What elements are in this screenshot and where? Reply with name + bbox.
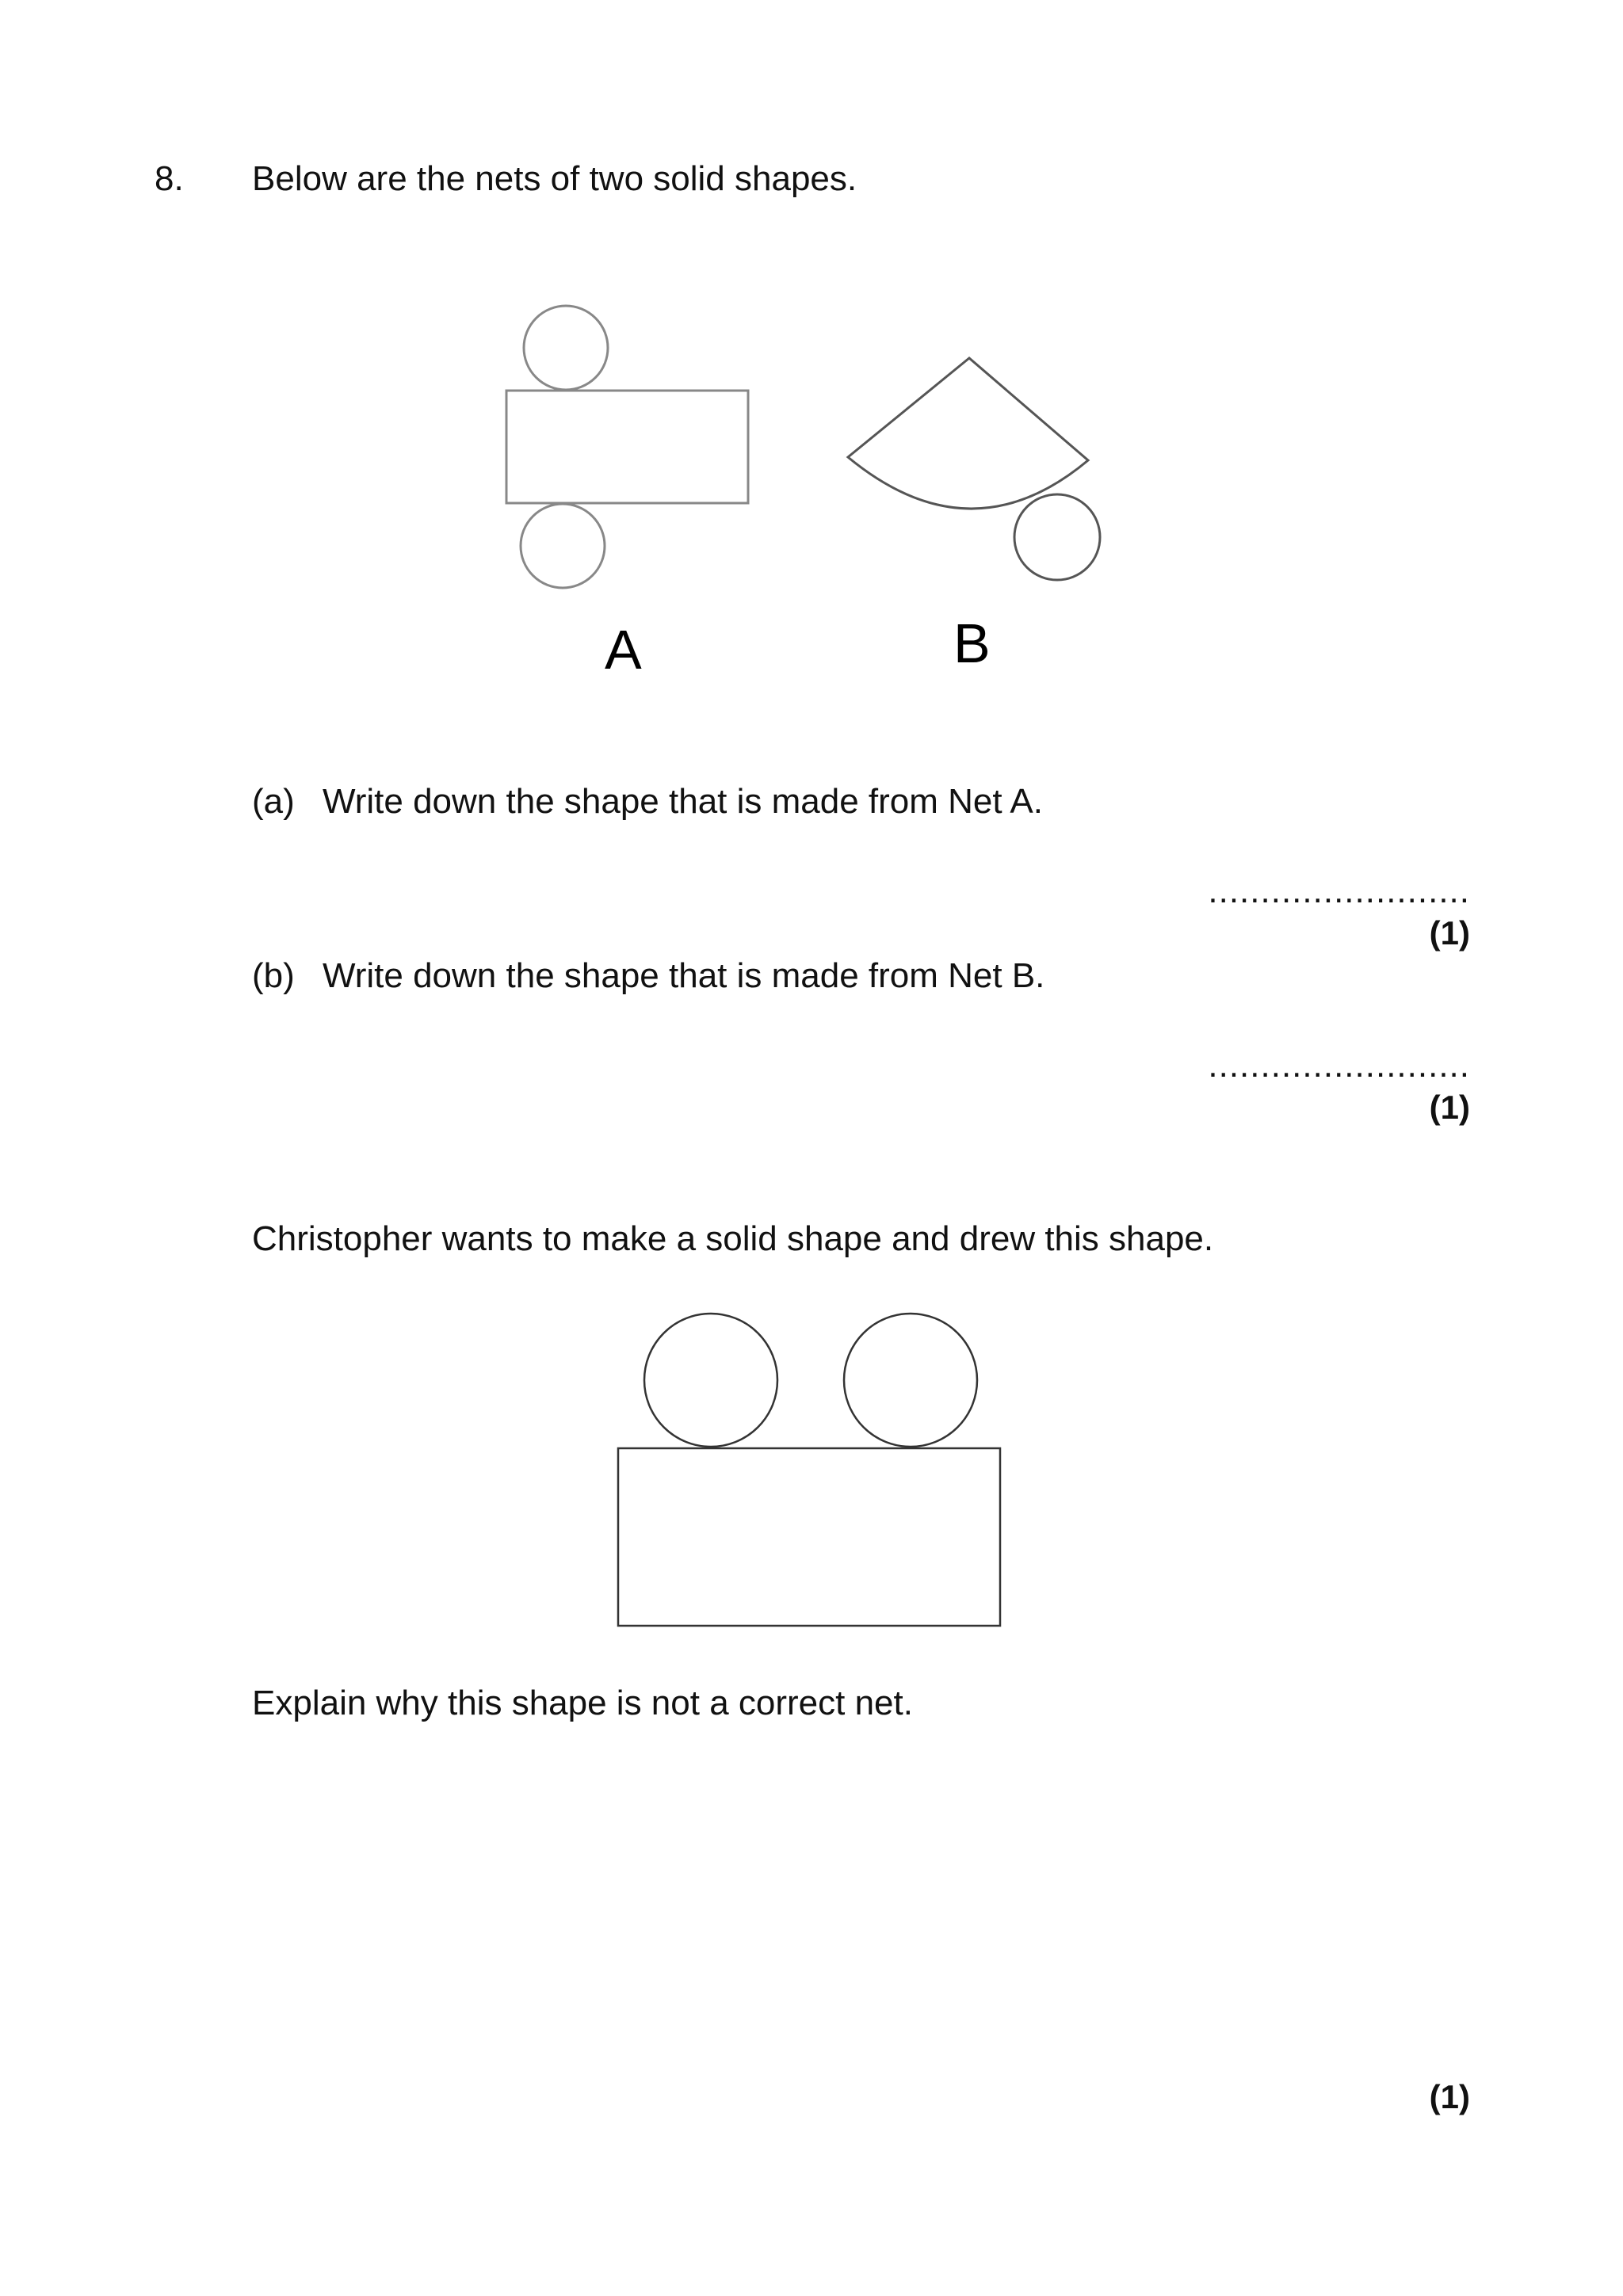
part-a-label: (a) [252,782,295,821]
net-b [848,358,1100,580]
part-a-marks: (1) [1429,914,1470,952]
part-a-prompt: Write down the shape that is made from Net A. [323,782,1043,821]
part-b-prompt: Write down the shape that is made from Net B. [323,956,1045,995]
part-c-marks: (1) [1429,2078,1470,2115]
christopher-right-circle [844,1314,977,1447]
part-b-answer-line[interactable]: ......................... [1208,1046,1470,1085]
christopher-rectangle [618,1448,1000,1626]
net-a-rectangle [506,391,748,503]
net-b-circle [1014,494,1100,580]
net-a-top-circle [524,306,608,390]
christopher-shape [618,1314,1000,1626]
part-b-label: (b) [252,956,295,995]
net-b-sector [848,358,1088,509]
question-intro: Below are the nets of two solid shapes. [252,159,857,198]
question-number: 8. [155,159,184,198]
net-a [506,306,748,588]
part-b-marks: (1) [1429,1089,1470,1126]
net-b-label: B [953,612,991,674]
part-c-answer-space[interactable] [252,1743,1472,2044]
net-a-label: A [605,619,642,681]
part-c-prompt: Explain why this shape is not a correct net. [252,1684,913,1722]
part-c-statement: Christopher wants to make a solid shape and drew this shape. [252,1219,1214,1258]
part-a-answer-line[interactable]: ......................... [1208,871,1470,910]
net-a-bottom-circle [521,504,605,588]
christopher-left-circle [644,1314,777,1447]
